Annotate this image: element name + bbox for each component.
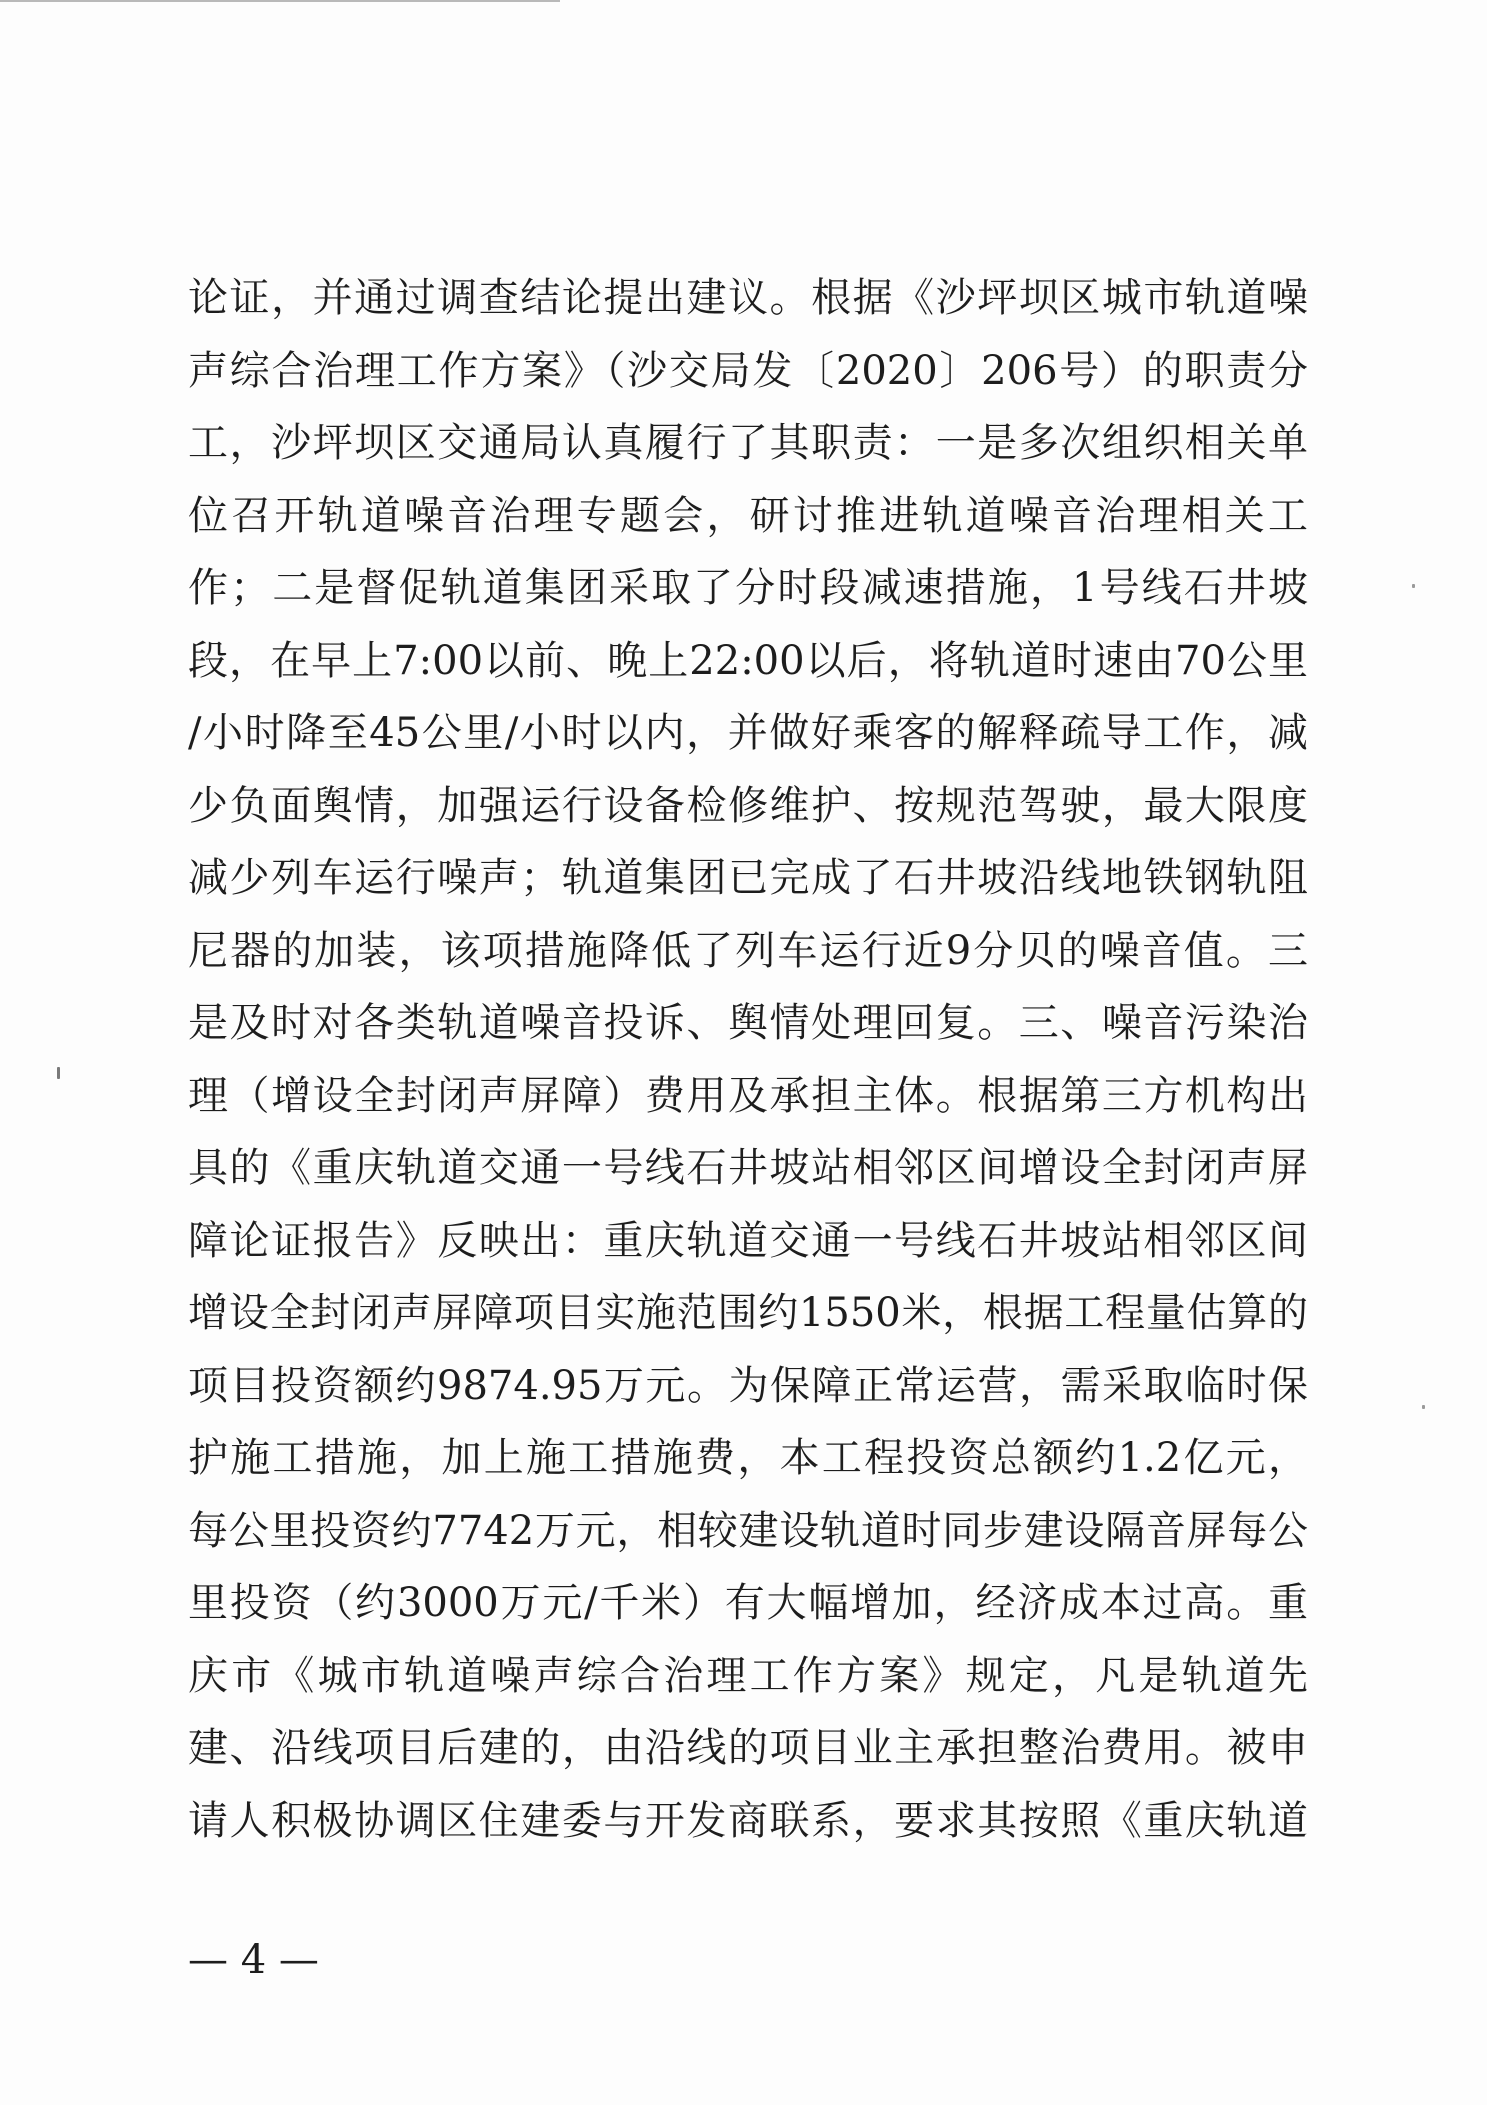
text-line-4: 位召开轨道噪音治理专题会，研讨推进轨道噪音治理相关工: [188, 492, 1308, 539]
text-line-16: 项目投资额约9874.95万元。为保障正常运营，需采取临时保: [188, 1362, 1308, 1409]
text-line-11: 是及时对各类轨道噪音投诉、舆情处理回复。三、噪音污染治: [188, 1000, 1308, 1046]
scan-edge-line: [0, 0, 560, 2]
text-line-5: 作；二是督促轨道集团采取了分时段减速措施，1号线石井坡: [188, 565, 1308, 611]
text-line-18: 每公里投资约7742万元，相较建设轨道时同步建设隔音屏每公: [188, 1507, 1308, 1554]
text-line-12: 理（增设全封闭声屏障）费用及承担主体。根据第三方机构出: [188, 1072, 1308, 1119]
text-line-10: 尼器的加装，该项措施降低了列车运行近9分贝的噪音值。三: [188, 927, 1308, 974]
text-line-20: 庆市《城市轨道噪声综合治理工作方案》规定，凡是轨道先: [188, 1652, 1308, 1699]
page-number: — 4 —: [188, 1937, 319, 1983]
text-line-6: 段，在早上7:00以前、晚上22:00以后，将轨道时速由70公里: [188, 637, 1308, 684]
text-line-2: 声综合治理工作方案》（沙交局发〔2020〕206号）的职责分: [188, 347, 1308, 394]
body-paragraph: [188, 262, 1308, 1857]
scan-artifact-mark: [1422, 1405, 1425, 1409]
text-line-1: 论证，并通过调查结论提出建议。根据《沙坪坝区城市轨道噪: [188, 275, 1308, 321]
scan-artifact-mark: [57, 1067, 60, 1079]
text-line-15: 增设全封闭声屏障项目实施范围约1550米，根据工程量估算的: [188, 1290, 1308, 1336]
text-line-17: 护施工措施，加上施工措施费，本工程投资总额约1.2亿元，: [188, 1435, 1308, 1481]
text-line-3: 工，沙坪坝区交通局认真履行了其职责：一是多次组织相关单: [188, 420, 1308, 466]
text-line-13: 具的《重庆轨道交通一号线石井坡站相邻区间增设全封闭声屏: [188, 1145, 1308, 1191]
text-line-9: 减少列车运行噪声；轨道集团已完成了石井坡沿线地铁钢轨阻: [188, 855, 1308, 901]
text-line-19: 里投资（约3000万元/千米）有大幅增加，经济成本过高。重: [188, 1580, 1308, 1626]
text-line-14: 障论证报告》反映出：重庆轨道交通一号线石井坡站相邻区间: [188, 1217, 1308, 1264]
text-line-21: 建、沿线项目后建的，由沿线的项目业主承担整治费用。被申: [188, 1725, 1308, 1771]
text-line-7: /小时降至45公里/小时以内，并做好乘客的解释疏导工作，减: [188, 710, 1308, 756]
text-line-8: 少负面舆情，加强运行设备检修维护、按规范驾驶，最大限度: [188, 782, 1308, 829]
text-line-22: 请人积极协调区住建委与开发商联系，要求其按照《重庆轨道: [188, 1797, 1308, 1844]
scan-artifact-mark: [1412, 584, 1415, 588]
